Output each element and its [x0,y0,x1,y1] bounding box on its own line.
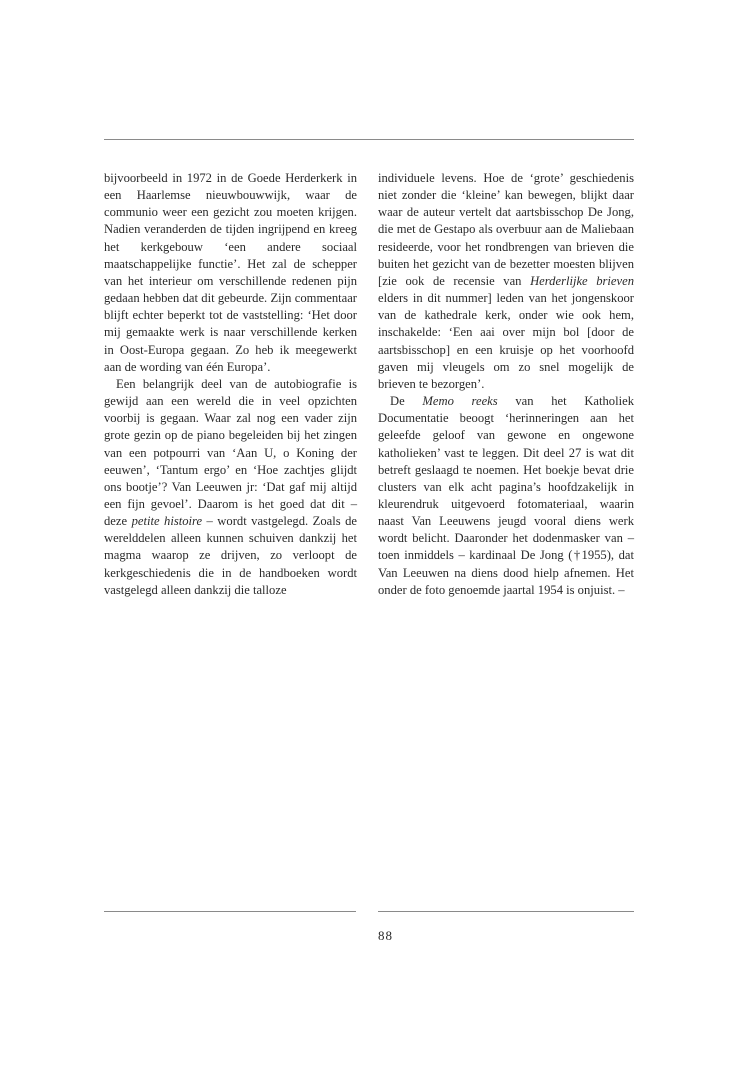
paragraph: Een belangrijk deel van de autobiografie is gewijd aan een wereld die in veel opzichten voorbij is gegaan. Waar zal nog een vader zijn grote gezin op de piano begeleiden bij het zingen van een potpourri van ‘Aan U, o Koning der eeuwen’, ‘Tantum ergo’ en ‘Hoe zachtjes glijdt ons bootje’? Van Leeuwen jr: ‘Dat gaf mij altijd een fijn gevoel’. Daarom is het goed dat dit – deze petite histoire – wordt vastgelegd. Zoals de werelddelen alleen kunnen schuiven dankzij het magma waarop ze drijven, zo verloopt de kerkgeschiedenis die in de handboeken wordt vastgelegd alleen dankzij die talloze [104,376,358,597]
page-number: 88 [378,928,393,943]
emphasis-petite-histoire: petite histoire [131,514,203,529]
paragraph: De Memo reeks van het Katholiek Documentatie beoogt ‘herinneringen aan het geleefde geloof van gewone en ongewone katholieken’ vast te leggen. Dit deel 27 is wat dit betreft geslaagd te noemen. Het boekje bevat drie clusters van elk acht pagina’s hoofdzakelijk in kleurendruk uitgevoerd fotomateriaal, waarin naast Van Leeuwens jeugd vooral diens werk wordt belicht. Daaronder het dodenmasker van – toen inmiddels – kardinaal De Jong (†1955), dat Van Leeuwen na diens dood hielp afnemen. Het onder de foto genoemde jaartal 1954 is onjuist. – [378,394,634,597]
emphasis-herderlijke-brieven: Herderlijke brieven [530,273,635,288]
right-column [378,170,634,599]
top-rule [104,139,634,140]
paragraph: bijvoorbeeld in 1972 in de Goede Herderkerk in een Haarlemse nieuwbouwwijk, waar de communio weer een gezicht zou moeten krijgen. Nadien veranderden de tijden ingrijpend en kreeg het kerkgebouw ‘een andere sociaal maatschappelijke functie’. Het zal de schepper van het interieur om verschillende redenen pijn gedaan hebben dat dit gebeurde. Zijn commentaar blijft echter beperkt tot de vaststelling: ‘Het door mij gemaakte werk is naar verschillende kerken in Oost-Europa gegaan. Zo heb ik meegewerkt aan de wording van één Europa’. [104,171,357,374]
paragraph: individuele levens. Hoe de ‘grote’ geschiedenis niet zonder die ‘kleine’ kan bewegen, blijkt daar waar de auteur vertelt dat aartsbisschop De Jong, die met de Gestapo als overbuur aan de Maliebaan resideerde, voor het rondbrengen van brieven die buiten het gezicht van de bezetter moesten blijven [zie ook de recensie van Herderlijke brieven elders in dit nummer] leden van het jongenskoor van de kathedrale kerk, onder wie ook hem, inschakelde: ‘Een aai over mijn bol [door de aartsbisschop] en een kruisje op het voorhoofd gaven mij vleugels om zo snel mogelijk de brieven te bezorgen’. [378,171,635,391]
bottom-rule-right [378,911,634,912]
emphasis-memo-reeks: Memo reeks [422,394,498,409]
bottom-rule-left [104,911,356,912]
left-column [104,170,357,599]
